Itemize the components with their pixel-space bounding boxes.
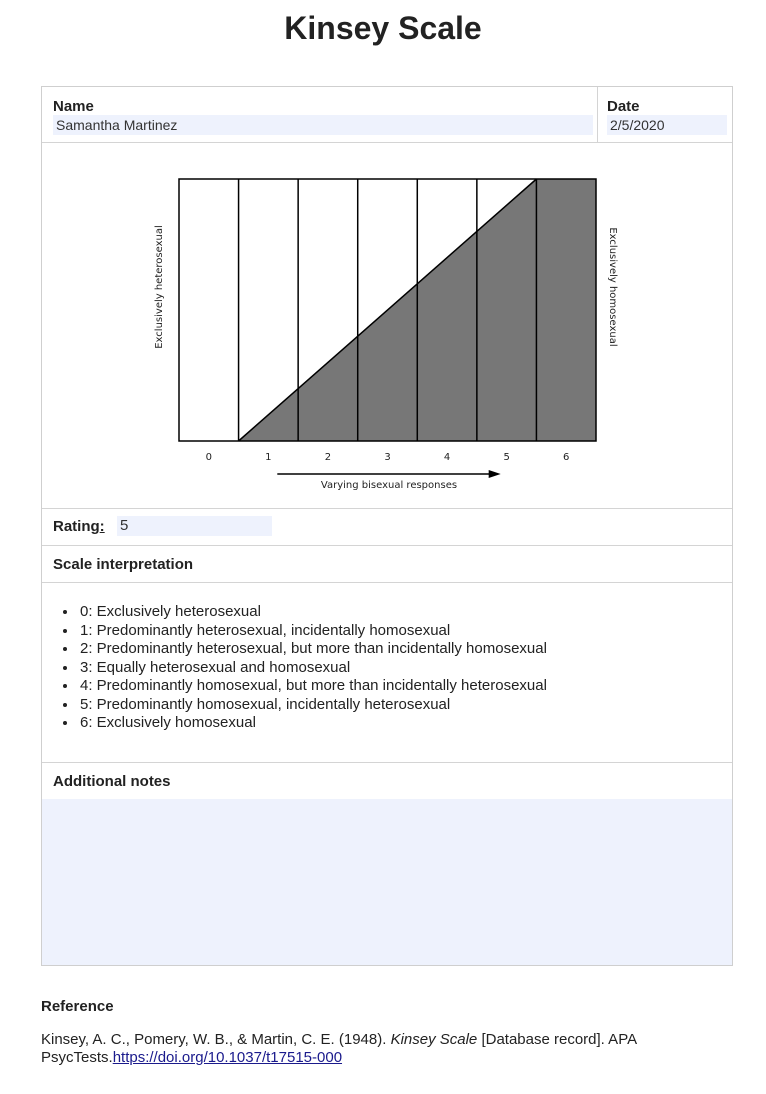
tick-label: 3 [384,452,391,463]
rating-colon: : [99,518,105,535]
name-field[interactable]: Samantha Martinez [53,115,593,135]
reference-authors: Kinsey, A. C., Pomery, W. B., & Martin, C. E. (1948). [41,1031,391,1048]
header-row [42,87,732,143]
tick-label: 4 [443,452,451,463]
list-item: • 6: Exclusively homosexual [78,714,547,733]
x-axis-label: Varying bisexual responses [320,480,458,491]
name-label: Name [53,98,94,115]
notes-heading-row [42,763,732,800]
rating-label-text: Rating [53,518,100,535]
reference-rest: [Database record]. APA PsycTests. [41,1031,637,1066]
list-item: • 3: Equally heterosexual and homosexual [78,659,547,678]
page-title: Kinsey Scale [284,10,482,46]
list-item: • 2: Predominantly heterosexual, but more than incidentally homosexual [78,640,547,659]
date-label: Date [607,98,640,115]
list-item: • 5: Predominantly homosexual, incidentally heterosexual [78,696,547,715]
tick-label: 1 [265,452,272,463]
rating-label [53,518,105,535]
interpretation-list [62,603,547,733]
rating-row [42,509,732,546]
tick-label: 5 [503,452,510,463]
kinsey-chart [42,143,732,508]
date-field[interactable]: 2/5/2020 [607,115,727,135]
reference-link[interactable]: https://doi.org/10.1037/t17515-000 [112,1049,343,1066]
list-item: • 1: Predominantly heterosexual, incidentally homosexual [78,622,547,641]
interpretation-heading-row [42,546,732,583]
tick-label: 0 [205,452,212,463]
tick-label: 6 [563,452,570,463]
header-divider [597,87,598,143]
left-label: Exclusively heterosexual [154,225,165,349]
reference-heading: Reference [41,998,114,1015]
arrow-head [489,470,501,478]
list-item: • 4: Predominantly homosexual, but more than incidentally heterosexual [78,677,547,696]
interpretation-list-row [42,583,732,763]
right-label: Exclusively homosexual [607,227,618,347]
notes-field[interactable] [42,799,732,965]
list-item: • 0: Exclusively heterosexual [78,603,547,622]
rating-field[interactable]: 5 [117,516,272,536]
reference-text [41,1031,731,1067]
chart-row [42,143,732,509]
kinsey-form [41,86,733,966]
tick-label: 2 [324,452,332,463]
reference-work: Kinsey Scale [390,1031,478,1048]
notes-heading: Additional notes [53,773,171,790]
interpretation-heading: Scale interpretation [53,556,194,573]
